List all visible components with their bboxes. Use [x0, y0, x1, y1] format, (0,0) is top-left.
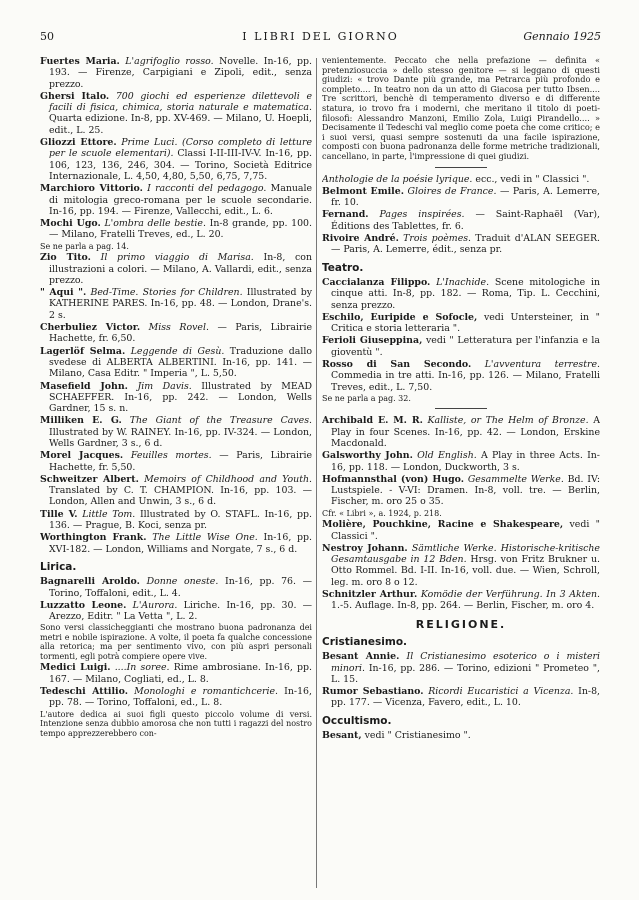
entry-title: Komödie der Verführung. In 3 Akten. [420, 589, 600, 601]
bibliography-entry [40, 450, 312, 473]
bibliography-entry [322, 543, 600, 588]
cristianesimo-entry-list [322, 651, 600, 708]
entry-title: Donne oneste. [146, 576, 219, 588]
entry-title: Pages inspirées. [379, 209, 465, 221]
page-header [40, 30, 601, 46]
bibliography-entry [40, 509, 312, 532]
entry-title: Old English. [417, 450, 477, 462]
bibliography-entry [322, 450, 600, 473]
page-number: 50 [40, 30, 54, 43]
entry-details: Quarta edizione. In-8, pp. XV-469. — Milano, U. Hoepli, edit., L. 25. [49, 113, 312, 136]
entry-author: Medici Luigi. [40, 662, 111, 674]
entry-details: — Paris, Librairie Hachette, fr. 6,50. [49, 322, 312, 345]
entry-details: Classi I-II-III-IV-V. In-16, pp. 106, 123, 136, 246, 304. — Torino, Società Editrice Internazionale, L. 4,50, 4,80, 5,50, 6,75, 7,75. [49, 148, 312, 182]
entry-author: Rosso di San Secondo. [322, 358, 472, 370]
entry-note: Cfr. « Libri », a. 1924, p. 218. [322, 508, 442, 518]
entry-title: I racconti del pedagogo. [147, 183, 267, 195]
entry-details: In-16, pp. 78. — Torino, Toffaloni, ed., L. 8. [49, 686, 312, 709]
left-column [40, 56, 312, 739]
bibliography-entry [322, 359, 600, 393]
entry-author: Ferioli Giuseppina, [322, 335, 423, 347]
entry-title: Ricordi Eucaristici a Vicenza. [428, 686, 574, 698]
entry-author: Galsworthy John. [322, 450, 413, 462]
entry-details: vedi " Classici ". [331, 519, 600, 542]
entry-author: Tille V. [40, 508, 78, 520]
entry-title: Leggende di Gesù. [130, 345, 225, 357]
entry-author: Nestroy Johann. [322, 542, 408, 554]
bibliography-entry [322, 335, 600, 358]
bibliography-entry [40, 252, 312, 286]
entry-title: Kalliste, or The Helm of Bronze. [427, 415, 589, 427]
bibliography-entry [322, 233, 600, 256]
entry-details: In-16, pp. XVI-182. — London, Williams and Norgate, 7 s., 6 d. [49, 532, 312, 555]
entry-title: ....In soree. [114, 662, 170, 674]
entry-details: In-8, con illustrazioni a colori. — Milano, A. Vallardi, edit., senza prezzo. [49, 252, 312, 286]
entry-title: Monologhi e romantichcerie. [134, 686, 279, 698]
entry-author: Eschilo, Euripide e Sofocle, [322, 311, 478, 323]
entry-author: Schnitzler Arthur. [322, 589, 418, 601]
entry-note: Se ne parla a pag. 32. [322, 393, 411, 403]
issue-date: Gennaio 1925 [523, 30, 601, 43]
bibliography-entry [40, 576, 312, 599]
entry-title: Il primo viaggio di Marisa. [100, 252, 254, 264]
entry-author: Fuertes Maria. [40, 56, 120, 67]
entry-author: Masefield John. [40, 380, 128, 392]
entry-details: Rime ambrosiane. In-16, pp. 167. — Milano, Cogliati, ed., L. 8. [49, 662, 312, 685]
entry-details: Bd. IV: Lustspiele. - V-VI: Dramen. In-8, voll. tre. — Berlin, Fischer, m. oro 25 o 35. [331, 473, 600, 508]
entry-details: Illustrated by O. STAFL. In-16, pp. 136. — Prague, B. Koci, senza pr. [49, 508, 312, 532]
bibliography-entry [40, 218, 312, 241]
entry-title: L'agrifoglio rosso. [125, 56, 214, 67]
entry-title: Miss Rovel. [148, 322, 209, 334]
entry-title: Bed-Time. Stories for Children. [90, 287, 243, 299]
bibliography-entry [40, 322, 312, 345]
left-entry-list [40, 56, 312, 555]
bibliography-entry [40, 662, 312, 685]
separator-rule [435, 408, 487, 409]
entry-details: Traduit d'ALAN SEEGER. — Paris, A. Lemerre, édit., senza pr. [331, 233, 600, 256]
entry-author: Worthington Frank. [40, 532, 147, 544]
right-entry-list [322, 174, 600, 256]
entry-title: Trois poèmes. [403, 233, 472, 245]
entry-details: Traduzione dallo svedese di ALBERTA ALBERTINI. In-16, pp. 141. — Milano, Casa Editr. " Imperia ", L. 5,50. [49, 345, 312, 380]
entry-details: ecc., vedi in " Classici ". [475, 173, 590, 185]
entry-title: The Little Wise One. [152, 532, 258, 544]
entry-details: A Play in three Acts. In-16, pp. 118. — London, Duckworth, 3 s. [331, 450, 600, 473]
right-column [322, 56, 600, 742]
bibliography-entry [322, 415, 600, 449]
bibliography-entry [40, 381, 312, 415]
bibliography-entry [322, 186, 600, 209]
entry-details: Illustrated by W. RAINEY. In-16, pp. IV-324. — London, Wells Gardner, 3 s., 6 d. [49, 426, 312, 449]
entry-title: 700 giochi ed esperienze dilettevoli e facili di fisica, chimica, storia naturale e matematica. [49, 90, 312, 114]
entry-author: Besant Annie. [322, 651, 400, 663]
entry-author: " Aqui ". [40, 287, 87, 299]
entry-title: Feuilles mortes. [130, 450, 212, 462]
subsection-heading-cristianesimo: Cristianesimo. [322, 635, 408, 648]
bibliography-entry [322, 174, 600, 185]
entry-author: Bagnarelli Aroldo. [40, 576, 140, 588]
bibliography-entry [40, 415, 312, 449]
entry-author: Lagerlöf Selma. [40, 345, 126, 357]
bibliography-entry [322, 312, 600, 335]
bibliography-entry [322, 474, 600, 508]
entry-author: Milliken E. G. [40, 415, 122, 427]
entry-title: Little Tom. [82, 508, 136, 520]
entry-author: Zio Tito. [40, 252, 91, 264]
occultismo-entry-list [322, 730, 600, 741]
entry-author: Caccialanza Filippo. [322, 276, 431, 288]
entry-details: Hrsg. von Fritz Brukner u. Otto Rommel. Bd. I-II. In-16, voll. due. — Wien, Schroll, leg. m. oro 8 o 12. [331, 554, 600, 588]
entry-author: Rivoire André. [322, 233, 399, 245]
entry-title: Sämtliche Werke. Historische-kritische Gesamtausgabe in 12 Bden. [331, 542, 600, 566]
entry-note: Sono versi classicheggianti che mostrano buona padronanza dei metri e nobile ispirazione. A volte, il poeta fa qualche concessione alla retorica; ma per sentimento vivo, con più aspri personali tormenti, egli potrà compiere opere vive. [40, 623, 312, 661]
entry-author: Schweitzer Albert. [40, 473, 139, 485]
entry-title: Jim Davis. [137, 380, 192, 392]
teatro-entry-list [322, 277, 600, 403]
entry-details: A Play in four Scenes. In-16, pp. 42. — London, Erskine Macdonald. [331, 415, 600, 449]
bibliography-entry [322, 209, 600, 232]
section-heading-lirica: Lirica. [40, 560, 77, 573]
entry-author: Besant, [322, 730, 362, 741]
entry-details: Scene mitologiche in cinque atti. In-8, pp. 182. — Roma, Tip. L. Cecchini, senza prezzo. [331, 276, 600, 311]
bibliography-entry [322, 651, 600, 685]
entry-details: In-16, pp. 76. — Torino, Toffaloni, edit., L. 4. [49, 576, 312, 599]
column-divider [316, 58, 317, 888]
entry-author: Morel Jacques. [40, 450, 124, 462]
entry-author: Hofmannsthal (von) Hugo. [322, 473, 464, 485]
entry-author: Marchioro Vittorio. [40, 183, 143, 195]
entry-author: Mochi Ugo. [40, 218, 101, 230]
entry-author: Cherbuliez Victor. [40, 322, 141, 334]
entry-details: Commedia in tre atti. In-16, pp. 126. — Milano, Fratelli Treves, edit., L. 7,50. [331, 370, 600, 393]
entry-title: L'Inachide. [436, 276, 490, 288]
bibliography-entry [322, 519, 600, 542]
bibliography-entry [40, 474, 312, 508]
entry-details: Manuale di mitologia greco-romana per le scuole secondarie. In-16, pp. 194. — Firenze, Vallecchi, edit., L. 6. [49, 183, 312, 217]
entry-details: In-8, pp. 177. — Vicenza, Favero, edit., L. 10. [331, 686, 600, 709]
entry-details: Illustrated by MEAD SCHAEFFER. In-16, pp. 242. — London, Wells Gardner, 15 s. n. [49, 380, 312, 415]
entry-details: vedi Untersteiner, in " Critica e storia letteraria ". [331, 311, 600, 335]
bibliography-entry [40, 183, 312, 217]
entry-author: Tedeschi Attilio. [40, 686, 128, 698]
entry-author: Archibald E. M. R. [322, 415, 423, 427]
entry-note: Se ne parla a pag. 14. [40, 241, 129, 251]
bibliography-entry [40, 686, 312, 709]
entry-title: Il Cristianesimo esoterico o i misteri minori. [331, 651, 600, 674]
entry-title: Prime Luci. (Corso completo di letture per le scuole elementari). [49, 137, 312, 160]
entry-details: Translated by C. T. CHAMPION. In-16, pp. 103. — London, Allen and Unwin, 3 s., 6 d. [49, 485, 312, 508]
entry-title: Anthologie de la poésie lyrique. [322, 173, 473, 185]
entry-title: Memoirs of Childhood and Youth. [144, 473, 312, 485]
entry-title: L'ombra delle bestie. [104, 218, 206, 230]
entry-author: Gliozzi Ettore. [40, 137, 117, 149]
entry-details: Novelle. In-16, pp. 193. — Firenze, Carpigiani e Zipoli, edit., senza prezzo. [49, 56, 312, 90]
entry-details: vedi " Letteratura per l'infanzia e la gioventù ". [331, 335, 600, 358]
entry-details: — Saint-Raphaël (Var), Éditions des Tablettes, fr. 6. [331, 209, 600, 232]
bibliography-entry [40, 532, 312, 555]
entry-author: Fernand. [322, 209, 369, 221]
entry-title: L'Aurora. [132, 599, 178, 611]
entry-details: Illustrated by KATHERINE PARES. In-16, pp. 48. — London, Drane's. 2 s. [49, 287, 312, 321]
entry-author: Rumor Sebastiano. [322, 686, 424, 698]
lirica-entry-list [40, 576, 312, 738]
entry-title: The Giant of the Treasure Caves. [129, 415, 312, 427]
entry-author: Ghersi Italo. [40, 90, 110, 102]
entry-details: — Paris, Librairie Hachette, fr. 5,50. [49, 450, 312, 473]
entry-note: L'autore dedica ai suoi figli questo piccolo volume di versi. Intenzione senza dubbio amorosa che non tutti i ragazzi del nostro tempo apprezzerebbero con- [40, 709, 312, 738]
bibliography-entry [322, 686, 600, 709]
bibliography-entry [322, 277, 600, 311]
entry-details: Liriche. In-16, pp. 30. — Arezzo, Editr. " La Vetta ", L. 2. [49, 599, 312, 623]
subsection-heading-occultismo: Occultismo. [322, 714, 392, 727]
section-heading-religione: RELIGIONE. [415, 617, 507, 631]
entry-author: Belmont Emile. [322, 185, 404, 197]
entry-title: Gesammelte Werke. [467, 473, 564, 485]
section-heading-teatro: Teatro. [322, 261, 364, 274]
entry-author: Molière, Pouchkine, Racine e Shakespeare, [322, 519, 564, 531]
entry-title: Gloires de France. [407, 185, 497, 197]
separator-rule [435, 167, 487, 168]
entry-details: 1.-5. Auflage. In-8, pp. 264. — Berlin, Fischer, m. oro 4. [331, 600, 595, 612]
bibliography-entry [322, 730, 600, 741]
teatro-more-entry-list [322, 415, 600, 611]
entry-author: Luzzatto Leone. [40, 599, 127, 611]
bibliography-entry [40, 91, 312, 136]
entry-details: — Paris, A. Lemerre, fr. 10. [331, 185, 600, 209]
bibliography-entry [322, 589, 600, 612]
bibliography-entry [40, 56, 312, 90]
entry-title: L'avventura terrestre. [484, 358, 600, 370]
bibliography-entry [40, 600, 312, 623]
entry-details: In-16, pp. 286. — Torino, edizioni " Prometeo ", L. 15. [331, 662, 600, 685]
entry-details: vedi " Cristianesimo ". [364, 730, 471, 741]
bibliography-entry [40, 346, 312, 380]
running-title: I LIBRI DEL GIORNO [242, 30, 399, 43]
entry-details: In-8 grande, pp. 100. — Milano, Fratelli Treves, ed., L. 20. [49, 218, 312, 241]
bibliography-entry [40, 287, 312, 321]
bibliography-entry [40, 137, 312, 182]
continued-note: venientemente. Peccato che nella prefazione — definita « pretenziosuccia » dello stesso genitore — si leggano di questi giudizi: « trovo Dante più grande, ma Petrarca più profondo e completo.... In teatro non da un atto di Giacosa per tutto Ibsen.... Tre scrittori, benchè di temperamento diverso e di differente statura, io trovo fra i moderni, che meritano il titolo di poeti-filosofi: Alessandro Manzoni, Emilio Zola, Luigi Pirandello.... » Decisamente il Tedeschi val meglio come poeta che come critico; e i suoi versi, quasi sempre sostenuti da una facile ispirazione, composti con buona padronanza delle forme metriche tradizionali, cancellano, in parte, l'impressione di quei giudizi. [322, 56, 600, 161]
